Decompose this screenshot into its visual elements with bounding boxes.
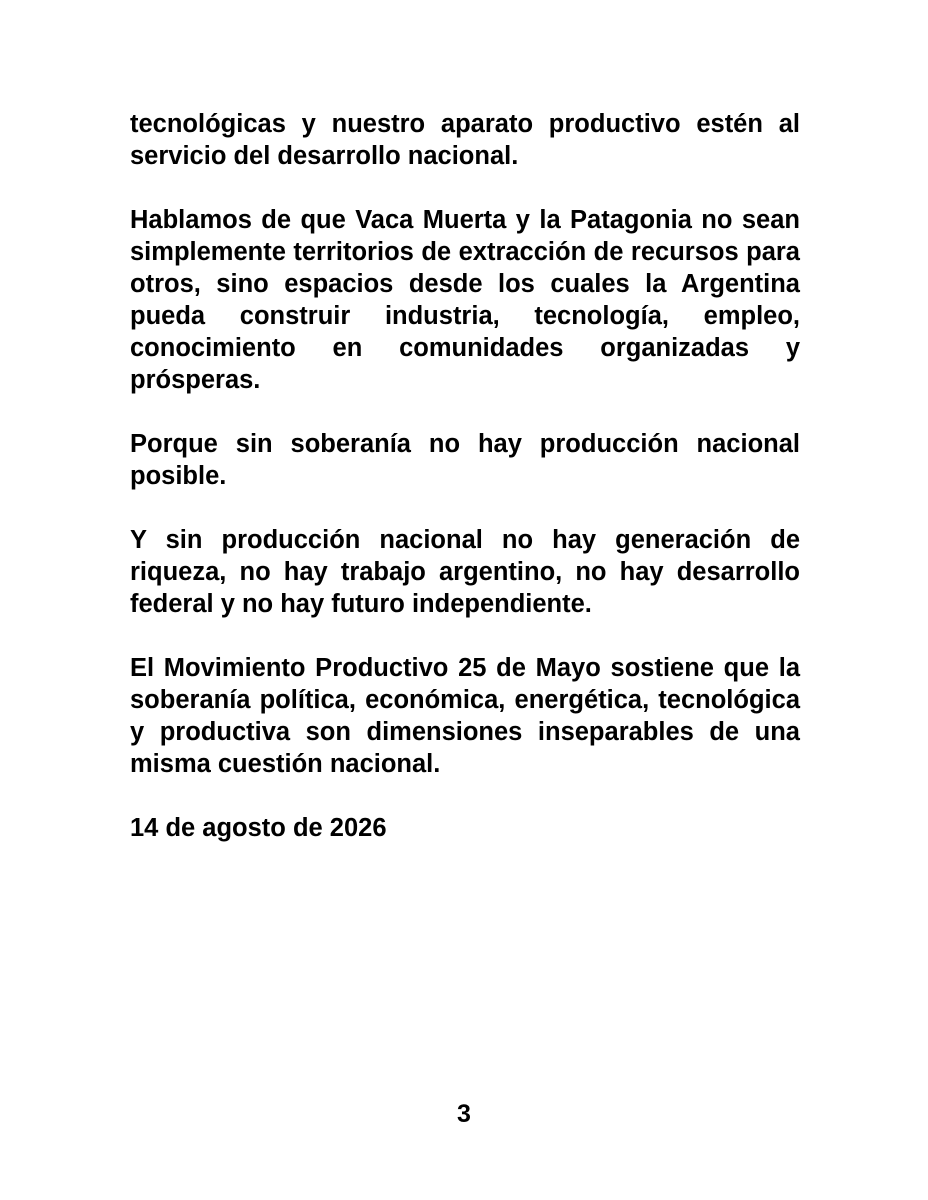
paragraph: Porque sin soberanía no hay producción nacional posible. [130,430,800,490]
document-body [130,108,800,844]
paragraph: El Movimiento Productivo 25 de Mayo sostiene que la soberanía política, económica, energética, tecnológica y productiva son dimensiones inseparables de una misma cuestión nacional. [130,654,800,778]
paragraph: tecnológicas y nuestro aparato productivo estén al servicio del desarrollo nacional. [130,110,800,170]
paragraph: Hablamos de que Vaca Muerta y la Patagonia no sean simplemente territorios de extracción de recursos para otros, sino espacios desde los cuales la Argentina pueda construir industria, tecnología, empleo, conocimiento en comunidades organizadas y prósperas. [130,206,800,394]
page-number: 3 [457,1100,471,1128]
document-date: 14 de agosto de 2026 [130,814,387,842]
paragraph: Y sin producción nacional no hay generación de riqueza, no hay trabajo argentino, no hay desarrollo federal y no hay futuro independiente. [130,526,800,618]
